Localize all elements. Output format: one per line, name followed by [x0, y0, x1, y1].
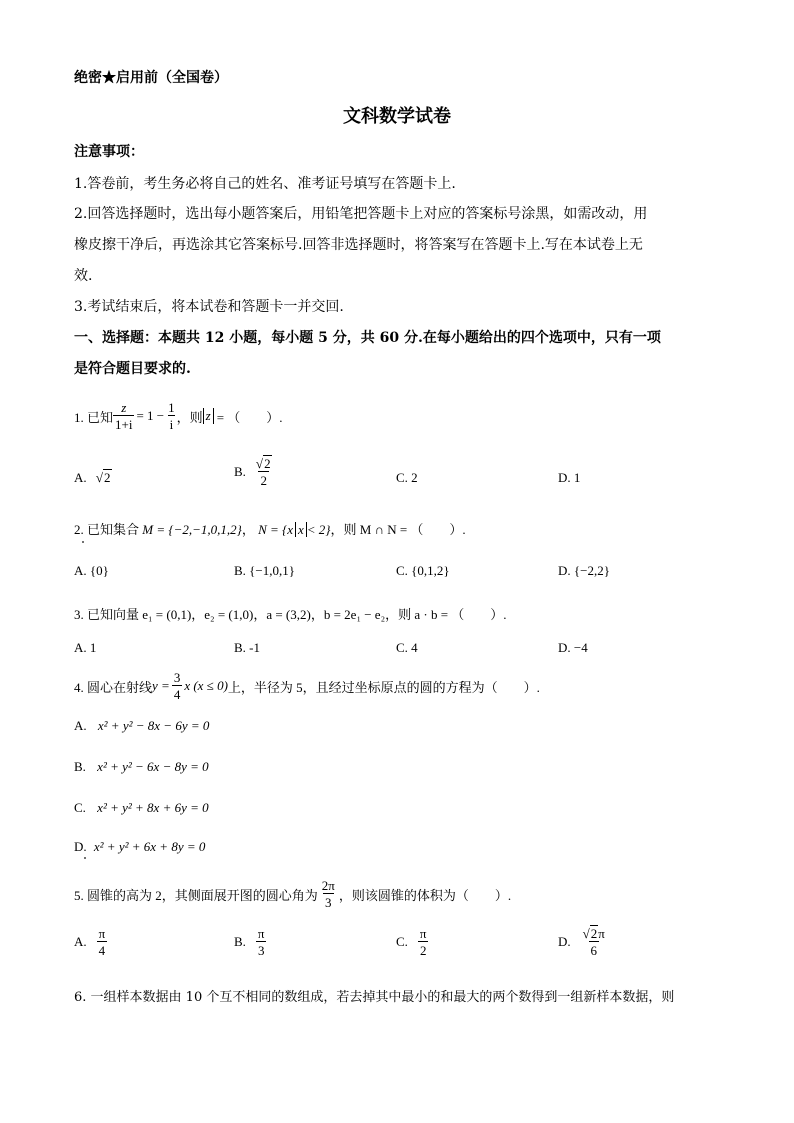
- question-3: 3. 已知向量 e₁ = (0,1)，e₂ = (1,0)，a = (3,2)，b = 2e₁ − e₂，则 a · b = （ ）.: [74, 607, 507, 622]
- pi-symbol: π: [598, 926, 605, 941]
- option-label: A.: [74, 718, 87, 733]
- confidential-label: 绝密★启用前（全国卷）: [74, 70, 228, 86]
- question-4-tail: 上，半径为 5，且经过坐标原点的圆的方程为（ ）.: [227, 679, 540, 695]
- fraction-denominator: 4: [98, 943, 106, 958]
- question-1-option-b: [234, 457, 274, 487]
- question-1-fraction-2: [166, 401, 177, 431]
- fraction-numerator: π: [98, 926, 106, 941]
- question-2-prefix: 2. 已知集合: [74, 522, 140, 537]
- question-5-tail: ，则该圆锥的体积为（ ）.: [338, 887, 512, 903]
- angle-fraction: [320, 879, 337, 909]
- option-fraction: $\frac{√2\pi}{6}$: [582, 926, 605, 958]
- question-4-option-d: [74, 839, 205, 855]
- notice-item-2-line-3: 效.: [74, 268, 93, 284]
- notice-item-2-line-1: 2.回答选择题时，选出每小题答案后，用铅笔把答题卡上对应的答案标号涂黑，如需改动，用: [74, 206, 648, 222]
- question-2-option-c: C. {0,1,2}: [396, 563, 450, 578]
- option-label: D.: [558, 934, 571, 949]
- question-3-option-b: B. -1: [234, 640, 260, 655]
- option-value: x² + y² + 8x + 6y = 0: [97, 800, 209, 815]
- fraction-numerator: π: [257, 926, 265, 941]
- question-4-prefix: 4. 圆心在射线: [74, 679, 153, 695]
- set-n-abs: x: [295, 522, 307, 537]
- abs-value: z: [203, 408, 214, 424]
- question-1-prefix: 1. 已知: [74, 409, 114, 425]
- fraction-denominator: 3: [257, 943, 265, 958]
- option-label: C.: [396, 934, 408, 949]
- question-5-prefix: 5. 圆锥的高为 2，其侧面展开图的圆心角为: [74, 887, 318, 903]
- question-1: [74, 396, 283, 436]
- option-value: x² + y² − 6x − 8y = 0: [97, 759, 209, 774]
- notice-item-1: 1.答卷前，考生务必将自己的姓名、准考证号填写在答题卡上.: [74, 176, 456, 192]
- fraction-numerator: 3: [173, 670, 181, 685]
- question-1-option-c: C. 2: [396, 470, 418, 485]
- option-label: A.: [74, 934, 87, 949]
- option-label: C.: [74, 800, 86, 815]
- question-1-option-a: A. √2: [74, 470, 111, 485]
- section-heading-line-1: 一、选择题：本题共 12 小题，每小题 5 分，共 60 分.在每小题给出的四个选项中，只有一项: [74, 330, 661, 346]
- option-fraction: [97, 927, 108, 957]
- fraction-denominator: i: [169, 417, 174, 432]
- separator: ，: [241, 522, 255, 537]
- question-5: [74, 874, 511, 914]
- set-n-open: N = {x: [258, 522, 293, 537]
- fraction-numerator: 2π: [321, 878, 335, 893]
- question-5-option-b: [234, 927, 267, 957]
- option-label: B.: [234, 934, 246, 949]
- question-1-then: ，则: [176, 409, 203, 425]
- question-1-tail: = （ ）.: [216, 409, 283, 425]
- question-3-option-a: A. 1: [74, 640, 97, 655]
- question-2-option-d: D. {−2,2}: [558, 563, 610, 578]
- sqrt-value: 2: [590, 926, 598, 941]
- question-4-option-b: [74, 759, 209, 775]
- option-label: D.: [74, 839, 87, 854]
- fraction-denominator: 2: [260, 473, 267, 488]
- option-fraction: [256, 927, 267, 957]
- stray-dot: [84, 857, 86, 859]
- question-5-option-d: [558, 927, 607, 957]
- notice-heading: 注意事项：: [74, 144, 144, 160]
- question-2: [74, 519, 466, 538]
- question-5-option-c: [396, 927, 429, 957]
- ray-equation-end: x (x ≤ 0): [184, 678, 228, 693]
- set-m: M = {−2,−1,0,1,2}: [142, 522, 242, 537]
- question-4-option-a: [74, 718, 209, 734]
- question-1-fraction-1: [113, 401, 134, 431]
- question-1-option-d: D. 1: [558, 470, 581, 485]
- page-title: 文科数学试卷: [343, 106, 451, 127]
- question-3-option-c: C. 4: [396, 640, 418, 655]
- stray-dot: [82, 541, 84, 543]
- option-value: x² + y² + 6x + 8y = 0: [93, 839, 206, 854]
- notice-item-2-line-2: 橡皮擦干净后，再选涂其它答案标号.回答非选择题时，将答案写在答题卡上.写在本试卷上无: [74, 237, 643, 253]
- option-value: x² + y² − 8x − 6y = 0: [97, 718, 210, 733]
- ray-equation-start: y =: [152, 678, 170, 693]
- sqrt-value: 2: [104, 470, 111, 485]
- question-2-tail: ，则 M ∩ N = （ ）.: [330, 522, 466, 537]
- question-4-option-c: [74, 800, 209, 816]
- fraction-denominator: 4: [173, 687, 181, 702]
- option-label: B.: [234, 464, 246, 479]
- fraction-denominator: 3: [325, 895, 332, 910]
- section-heading-line-2: 是符合题目要求的.: [74, 361, 191, 377]
- question-2-option-b: B. {−1,0,1}: [234, 563, 295, 578]
- equals-sign: = 1 −: [136, 408, 165, 423]
- fraction-denominator: 2: [419, 943, 427, 958]
- fraction-denominator: 1+i: [115, 417, 133, 432]
- fraction-numerator: z: [121, 400, 127, 415]
- question-5-option-a: [74, 927, 107, 957]
- ray-fraction: [172, 671, 183, 701]
- option-fraction: [418, 927, 429, 957]
- question-6: 6. 一组样本数据由 10 个互不相同的数组成，若去掉其中最小的和最大的两个数得到一组新样本数据，则: [74, 990, 675, 1005]
- question-2-option-a: A. {0}: [74, 563, 109, 578]
- option-label: A.: [74, 470, 87, 485]
- question-4: [74, 666, 540, 706]
- question-3-option-d: D. −4: [558, 640, 588, 655]
- set-n-close: < 2}: [306, 522, 331, 537]
- fraction-numerator: π: [419, 926, 427, 941]
- fraction-numerator: 1: [168, 400, 175, 415]
- notice-item-3: 3.考试结束后，将本试卷和答题卡一并交回.: [74, 299, 344, 315]
- option-label: B.: [74, 759, 86, 774]
- sqrt-value: 2: [264, 456, 271, 471]
- option-b-fraction: $\frac{√2}{2}$: [255, 456, 271, 488]
- fraction-denominator: 6: [590, 943, 597, 958]
